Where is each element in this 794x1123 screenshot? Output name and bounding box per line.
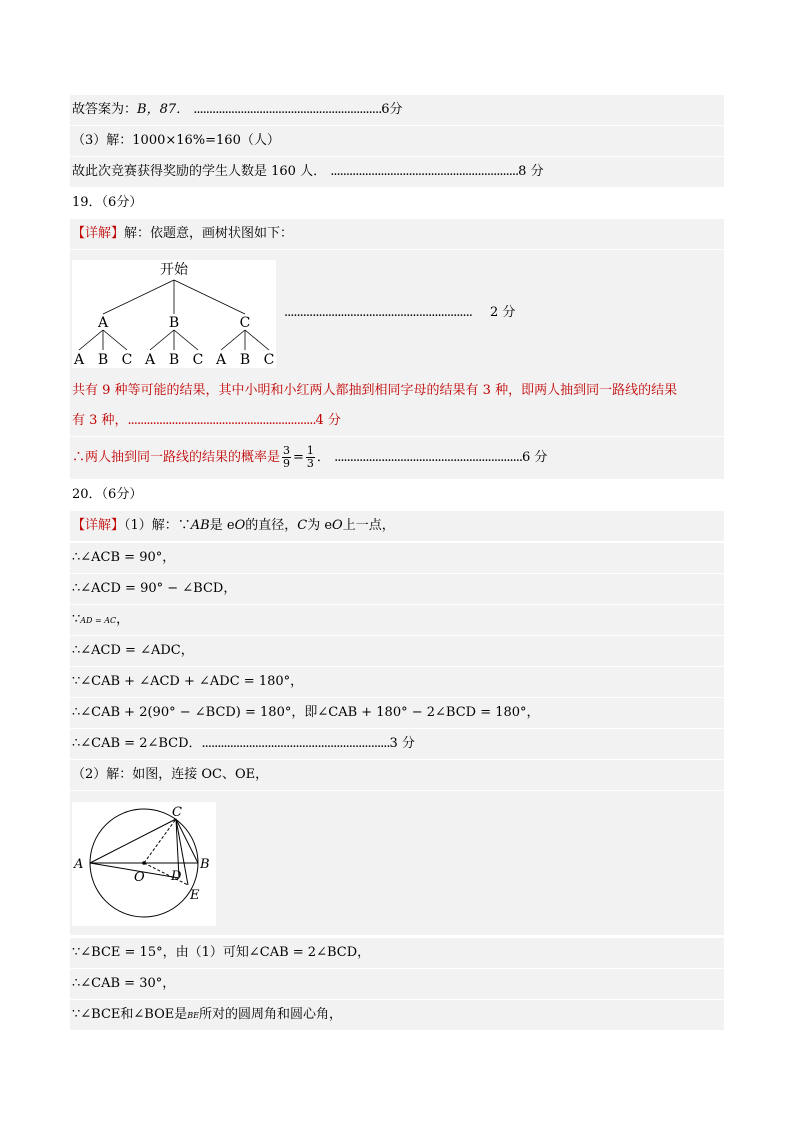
q20-o2: O — [332, 518, 343, 533]
q20-t2: 是 e — [209, 518, 235, 533]
question-19-heading — [70, 188, 724, 218]
tree-l2-8: B — [239, 352, 251, 368]
step-result-score: 3 分 — [389, 736, 415, 751]
tree-l2-2: B — [97, 352, 109, 368]
tree-l1-c: C — [239, 315, 251, 331]
question-20-heading — [70, 480, 724, 510]
tree-l1-b: B — [168, 315, 180, 331]
step-arc-angles — [70, 1000, 724, 1030]
step-substitute — [70, 698, 724, 728]
outcomes-dots: ............................................................ — [127, 413, 316, 428]
probability-score: 6 分 — [522, 450, 548, 465]
step-acd — [70, 574, 724, 604]
step-triangle-sum-text: ∵∠CAB + ∠ACD + ∠ADC = 180°， — [72, 674, 304, 689]
step-acd-adc-text: ∴∠ACD = ∠ADC， — [72, 643, 194, 658]
arc-be: BE — [187, 1011, 199, 1020]
label-c: C — [172, 805, 182, 820]
label-e: E — [190, 888, 200, 903]
tree-l2-3: C — [121, 352, 133, 368]
probability-end: ． — [316, 450, 330, 465]
tree-dots: ............................................................ — [284, 305, 472, 320]
frac2-den: 3 — [306, 457, 314, 470]
label-a: A — [74, 857, 84, 872]
label-d: D — [171, 869, 182, 884]
tree-l2-4: A — [144, 352, 156, 368]
answer-text: 故答案为： — [72, 102, 138, 117]
answer-value: B，87． — [137, 102, 190, 117]
step-bce-text: ∵∠BCE = 15°，由（1）可知∠CAB = 2∠BCD， — [72, 945, 371, 960]
tree-l2-1: A — [73, 352, 85, 368]
probability-text: ∴两人抽到同一路线的结果的概率是 — [72, 450, 281, 465]
tree-l2-5: B — [168, 352, 180, 368]
circle-diagram — [72, 802, 216, 926]
conclusion-dots: ............................................................ — [330, 164, 519, 179]
step-arc-angles-t2: 所对的圆周角和圆心角， — [198, 1007, 342, 1022]
tree-l2-6: C — [192, 352, 204, 368]
frac1-den: 9 — [283, 457, 291, 470]
detail-bracket-2: 【详解】 — [72, 518, 125, 533]
step-ad-ac — [70, 605, 724, 635]
outcomes-text-2: 有 3 种， — [72, 413, 128, 428]
q20-c: C — [297, 518, 308, 533]
conclusion-score: 8 分 — [518, 164, 544, 179]
answer-score: 6分 — [381, 102, 403, 117]
part3-text: （3）解：1000×16%=160（人） — [72, 133, 280, 148]
fraction-3-9 — [282, 445, 291, 470]
label-b: B — [200, 857, 210, 872]
tree-l2-9: C — [263, 352, 275, 368]
step-ad-ac-arc: AD = AC — [80, 616, 117, 625]
step-acb-text: ∴∠ACB = 90°， — [72, 550, 176, 565]
probability-dots: ............................................................ — [334, 450, 523, 465]
step-acd-adc — [70, 636, 724, 666]
step-result-dots: ............................................................ — [201, 736, 390, 751]
step-cab-30 — [70, 969, 724, 999]
q19-detail-text: 解：依题意，画树状图如下： — [124, 226, 294, 241]
answer-dots: ............................................................ — [193, 102, 382, 117]
step-result — [70, 729, 724, 759]
step-result-text: ∴∠CAB = 2∠BCD． — [72, 736, 202, 751]
q20-t4: 为 e — [307, 518, 333, 533]
fraction-1-3 — [306, 445, 315, 470]
q20-t5: 上一点， — [342, 518, 395, 533]
conclusion-text: 故此次竞赛获得奖励的学生人数是 160 人． — [72, 164, 327, 179]
outcomes-text: 共有 9 种等可能的结果，其中小明和小红两人都抽到相同字母的结果有 3 种，即两人抽到同一路线的结果 — [72, 383, 678, 398]
tree-diagram-svg — [72, 260, 276, 368]
step-acb — [70, 543, 724, 573]
outcomes-score: 4 分 — [315, 413, 341, 428]
q20-ab: AB — [190, 518, 210, 533]
probability-line — [70, 437, 724, 479]
answer-line — [70, 95, 724, 125]
label-o: O — [134, 870, 145, 885]
part3-line — [70, 126, 724, 156]
outcomes-line-2 — [70, 406, 724, 436]
step-bce — [70, 938, 724, 968]
step-arc-angles-t1: ∵∠BCE和∠BOE是 — [72, 1007, 188, 1022]
frac1-num: 3 — [283, 444, 291, 457]
equals-sign: = — [293, 450, 304, 465]
frac2-num: 1 — [306, 444, 314, 457]
detail-bracket: 【详解】 — [72, 226, 125, 241]
circle-diagram-svg — [72, 802, 216, 926]
q20-detail-line — [70, 511, 724, 541]
step-acd-text: ∴∠ACD = 90° − ∠BCD， — [72, 581, 237, 596]
step-substitute-text: ∴∠CAB + 2(90° − ∠BCD) = 180°，即∠CAB + 180° − 2∠BCD = 180°， — [72, 705, 540, 720]
question-19-text: 19．（6分） — [72, 195, 143, 210]
tree-l1-a: A — [97, 315, 109, 331]
step-cab-30-text: ∴∠CAB = 30°， — [72, 976, 176, 991]
tree-root: 开始 — [160, 262, 188, 278]
q20-o: O — [234, 518, 246, 533]
q20-t1: （1）解：∵ — [124, 518, 191, 533]
tree-l2-7: A — [215, 352, 227, 368]
tree-score: 2 分 — [490, 305, 516, 320]
q20-t3: 的直径， — [245, 518, 298, 533]
part2-text: （2）解：如图，连接 OC、OE， — [72, 767, 269, 782]
outcomes-line — [70, 376, 724, 406]
step-ad-ac-pre: ∵ — [72, 612, 81, 627]
tree-diagram — [72, 260, 276, 368]
step-triangle-sum — [70, 667, 724, 697]
part2-line — [70, 760, 724, 790]
conclusion-line — [70, 157, 724, 187]
step-ad-ac-post: ， — [116, 612, 130, 627]
question-20-text: 20．（6分） — [72, 487, 143, 502]
q19-detail-line — [70, 219, 724, 249]
